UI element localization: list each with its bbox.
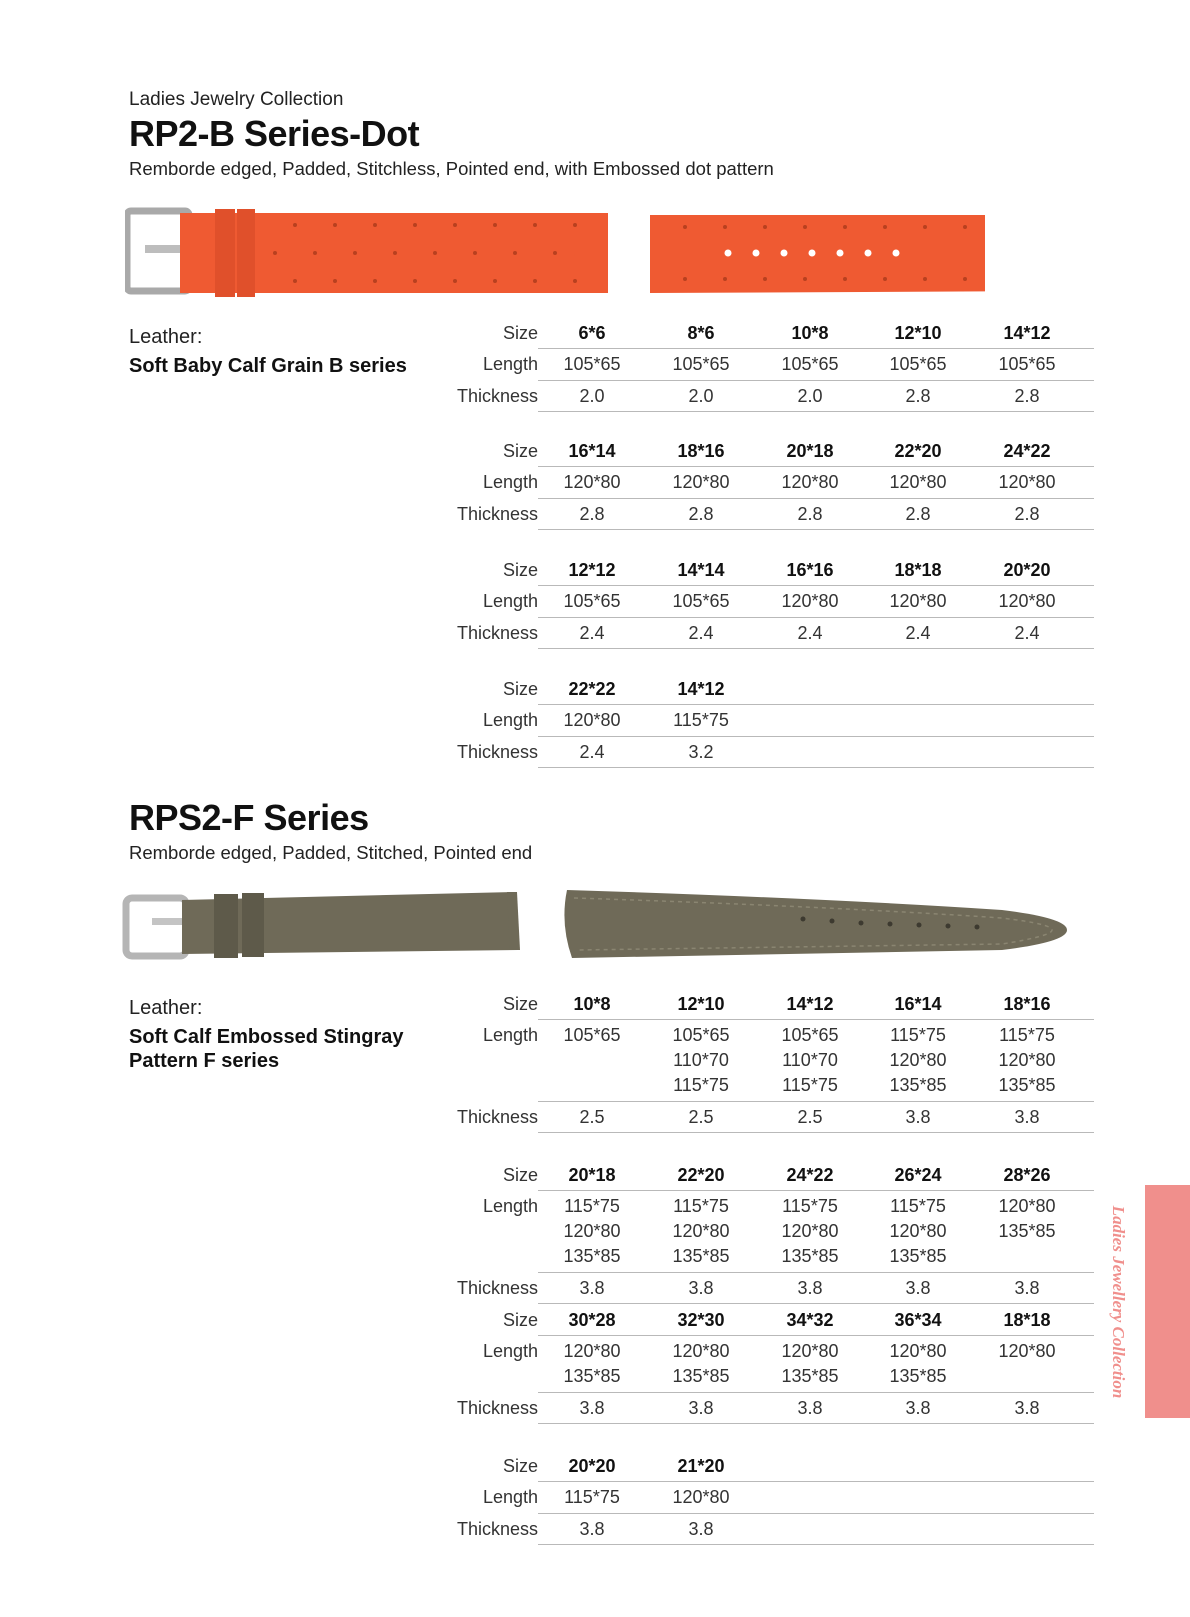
length-row-label: Length <box>482 1487 538 1507</box>
thickness-cell: 2.4 <box>905 623 931 643</box>
side-tab <box>1145 1185 1190 1418</box>
section1-leather-name: Soft Baby Calf Grain B series <box>129 355 407 377</box>
length-cell: 120*80 <box>889 472 947 492</box>
section2-leather-label: Leather: <box>129 997 203 1019</box>
length-cell: 115*75 <box>782 1196 838 1216</box>
size-cell: 14*14 <box>677 560 725 580</box>
size-cell: 34*32 <box>786 1310 834 1330</box>
length-cell: 135*85 <box>998 1075 1056 1095</box>
length-cell: 115*75 <box>564 1196 620 1216</box>
section1-strap-image <box>125 205 985 301</box>
size-cell: 14*12 <box>677 679 725 699</box>
thickness-row <box>440 381 1094 412</box>
length-cell: 105*65 <box>563 591 621 611</box>
length-cell: 110*70 <box>673 1050 729 1070</box>
size-cell: 36*34 <box>894 1310 942 1330</box>
size-cell: 12*12 <box>568 560 616 580</box>
length-cell: 120*80 <box>998 591 1056 611</box>
thickness-row-label: Thickness <box>456 504 538 524</box>
length-row <box>440 1191 1094 1273</box>
size-row <box>440 436 1094 467</box>
length-cell: 105*65 <box>781 1025 839 1045</box>
thickness-cell: 3.8 <box>688 1519 714 1539</box>
size-cell: 22*20 <box>677 1165 725 1185</box>
length-cell: 115*75 <box>890 1025 946 1045</box>
size-cell: 18*18 <box>1003 1310 1051 1330</box>
size-cell: 20*18 <box>568 1165 616 1185</box>
thickness-cell: 3.2 <box>688 742 714 762</box>
thickness-row <box>440 1393 1094 1424</box>
thickness-cell: 2.4 <box>1014 623 1040 643</box>
length-row-label: Length <box>482 354 538 374</box>
thickness-cell: 2.5 <box>688 1107 714 1127</box>
thickness-cell: 2.4 <box>688 623 714 643</box>
thickness-cell: 2.8 <box>905 504 931 524</box>
length-row <box>440 1336 1094 1393</box>
thickness-row <box>440 618 1094 649</box>
length-row-label: Length <box>482 591 538 611</box>
section2-strap-image <box>122 888 1067 968</box>
length-row <box>440 1020 1094 1102</box>
buckle-icon <box>126 898 186 956</box>
size-row-label: Size <box>502 441 538 461</box>
row-divider <box>538 767 1094 768</box>
thickness-cell: 2.0 <box>797 386 823 406</box>
size-row <box>440 1451 1094 1482</box>
size-cell: 22*20 <box>894 441 942 461</box>
length-cell: 115*75 <box>890 1196 946 1216</box>
size-cell: 20*20 <box>1003 560 1051 580</box>
size-cell: 16*16 <box>786 560 834 580</box>
length-cell: 115*75 <box>673 710 729 730</box>
length-cell: 120*80 <box>563 1221 621 1241</box>
length-cell: 115*75 <box>673 1196 729 1216</box>
length-cell: 115*75 <box>673 1075 729 1095</box>
size-row-label: Size <box>502 1165 538 1185</box>
size-cell: 18*18 <box>894 560 942 580</box>
length-row <box>440 1482 1094 1514</box>
length-cell: 105*65 <box>672 591 730 611</box>
size-table-group <box>440 555 1094 649</box>
section1-title: RP2-B Series-Dot <box>129 113 420 154</box>
thickness-cell: 3.8 <box>579 1398 605 1418</box>
thickness-row-label: Thickness <box>456 386 538 406</box>
section2-title: RPS2-F Series <box>129 797 369 838</box>
section1-description: Remborde edged, Padded, Stitchless, Pointed end, with Embossed dot pattern <box>129 158 774 179</box>
thickness-cell: 2.8 <box>688 504 714 524</box>
size-row-label: Size <box>502 560 538 580</box>
size-row-label: Size <box>502 1310 538 1330</box>
thickness-cell: 2.0 <box>579 386 605 406</box>
length-cell: 105*65 <box>781 354 839 374</box>
length-cell: 120*80 <box>998 472 1056 492</box>
thickness-cell: 3.8 <box>797 1398 823 1418</box>
size-row-label: Size <box>502 994 538 1014</box>
size-cell: 10*8 <box>791 323 829 343</box>
length-cell: 105*65 <box>889 354 947 374</box>
length-cell: 105*65 <box>672 354 730 374</box>
size-cell: 18*16 <box>1003 994 1051 1014</box>
thickness-cell: 2.5 <box>579 1107 605 1127</box>
length-cell: 135*85 <box>889 1075 947 1095</box>
thickness-cell: 3.8 <box>579 1278 605 1298</box>
length-cell: 120*80 <box>563 472 621 492</box>
size-table-group <box>440 674 1094 768</box>
thickness-cell: 3.8 <box>797 1278 823 1298</box>
length-row-label: Length <box>482 1196 538 1216</box>
length-cell: 110*70 <box>782 1050 838 1070</box>
length-row-label: Length <box>482 1025 538 1045</box>
thickness-row-label: Thickness <box>456 742 538 762</box>
size-row-label: Size <box>502 679 538 699</box>
thickness-row-label: Thickness <box>456 623 538 643</box>
length-row <box>440 705 1094 737</box>
size-cell: 16*14 <box>568 441 616 461</box>
row-divider <box>538 1303 1094 1304</box>
thickness-cell: 2.4 <box>579 742 605 762</box>
length-cell: 120*80 <box>889 591 947 611</box>
thickness-row-label: Thickness <box>456 1278 538 1298</box>
length-cell: 120*80 <box>781 472 839 492</box>
size-row <box>440 555 1094 586</box>
thickness-row-label: Thickness <box>456 1398 538 1418</box>
length-cell: 115*75 <box>564 1487 620 1507</box>
thickness-row <box>440 1273 1094 1304</box>
size-row <box>440 674 1094 705</box>
length-row <box>440 586 1094 618</box>
thickness-cell: 2.4 <box>797 623 823 643</box>
size-cell: 12*10 <box>894 323 942 343</box>
length-cell: 135*85 <box>672 1366 730 1386</box>
size-cell: 21*20 <box>677 1456 725 1476</box>
length-cell: 135*85 <box>563 1366 621 1386</box>
size-table-group <box>440 436 1094 530</box>
length-cell: 115*75 <box>782 1075 838 1095</box>
size-cell: 20*18 <box>786 441 834 461</box>
size-cell: 22*22 <box>568 679 616 699</box>
length-row-label: Length <box>482 1341 538 1361</box>
row-divider <box>538 648 1094 649</box>
row-divider <box>538 529 1094 530</box>
size-cell: 26*24 <box>894 1165 942 1185</box>
thickness-cell: 2.8 <box>1014 386 1040 406</box>
thickness-cell: 3.8 <box>688 1278 714 1298</box>
row-divider <box>538 1132 1094 1133</box>
size-cell: 28*26 <box>1003 1165 1051 1185</box>
size-table-group <box>440 989 1094 1133</box>
length-row-label: Length <box>482 710 538 730</box>
length-cell: 135*85 <box>889 1246 947 1266</box>
length-cell: 120*80 <box>889 1341 947 1361</box>
thickness-cell: 2.5 <box>797 1107 823 1127</box>
size-row <box>440 989 1094 1020</box>
thickness-cell: 2.8 <box>579 504 605 524</box>
size-cell: 12*10 <box>677 994 725 1014</box>
size-table-group <box>440 1305 1094 1424</box>
size-cell: 24*22 <box>1003 441 1051 461</box>
length-row <box>440 467 1094 499</box>
size-cell: 14*12 <box>1003 323 1051 343</box>
length-cell: 120*80 <box>563 1341 621 1361</box>
size-cell: 30*28 <box>568 1310 616 1330</box>
length-cell: 120*80 <box>998 1196 1056 1216</box>
length-cell: 135*85 <box>563 1246 621 1266</box>
section2-leather-name: Soft Calf Embossed Stingray Pattern F series <box>129 1026 404 1072</box>
length-cell: 120*80 <box>672 1221 730 1241</box>
length-cell: 115*75 <box>999 1025 1055 1045</box>
section2-description: Remborde edged, Padded, Stitched, Pointed end <box>129 842 533 863</box>
size-cell: 20*20 <box>568 1456 616 1476</box>
length-cell: 120*80 <box>672 472 730 492</box>
length-cell: 135*85 <box>889 1366 947 1386</box>
thickness-cell: 3.8 <box>579 1519 605 1539</box>
size-cell: 6*6 <box>578 323 606 343</box>
length-cell: 105*65 <box>998 354 1056 374</box>
size-row-label: Size <box>502 1456 538 1476</box>
size-cell: 18*16 <box>677 441 725 461</box>
thickness-cell: 3.8 <box>905 1398 931 1418</box>
thickness-row <box>440 1514 1094 1545</box>
size-cell: 10*8 <box>573 994 611 1014</box>
size-cell: 24*22 <box>786 1165 834 1185</box>
length-cell: 120*80 <box>781 1221 839 1241</box>
size-row-label: Size <box>502 323 538 343</box>
thickness-cell: 3.8 <box>688 1398 714 1418</box>
size-row <box>440 1160 1094 1191</box>
row-divider <box>538 1423 1094 1424</box>
length-cell: 120*80 <box>889 1050 947 1070</box>
row-divider <box>538 411 1094 412</box>
size-row <box>440 318 1094 349</box>
size-table-group <box>440 318 1094 412</box>
size-cell: 32*30 <box>677 1310 725 1330</box>
thickness-cell: 2.8 <box>797 504 823 524</box>
length-cell: 105*65 <box>563 354 621 374</box>
thickness-cell: 3.8 <box>1014 1278 1040 1298</box>
size-table-group <box>440 1451 1094 1545</box>
length-cell: 135*85 <box>781 1366 839 1386</box>
thickness-cell: 2.4 <box>579 623 605 643</box>
thickness-row <box>440 1102 1094 1133</box>
thickness-cell: 3.8 <box>905 1278 931 1298</box>
thickness-cell: 2.8 <box>905 386 931 406</box>
thickness-cell: 2.0 <box>688 386 714 406</box>
thickness-cell: 3.8 <box>1014 1107 1040 1127</box>
length-cell: 120*80 <box>998 1341 1056 1361</box>
section1-leather-label: Leather: <box>129 326 203 348</box>
thickness-cell: 3.8 <box>1014 1398 1040 1418</box>
thickness-cell: 2.8 <box>1014 504 1040 524</box>
length-cell: 105*65 <box>563 1025 621 1045</box>
length-cell: 105*65 <box>672 1025 730 1045</box>
row-divider <box>538 1544 1094 1545</box>
length-row <box>440 349 1094 381</box>
thickness-cell: 3.8 <box>905 1107 931 1127</box>
size-row <box>440 1305 1094 1336</box>
length-cell: 135*85 <box>998 1221 1056 1241</box>
length-cell: 120*80 <box>563 710 621 730</box>
length-cell: 135*85 <box>672 1246 730 1266</box>
side-tab-label: Ladies Jewellery Collection <box>1109 1205 1128 1398</box>
length-cell: 120*80 <box>889 1221 947 1241</box>
size-table-group <box>440 1160 1094 1304</box>
thickness-row <box>440 737 1094 768</box>
length-cell: 120*80 <box>998 1050 1056 1070</box>
thickness-row <box>440 499 1094 530</box>
thickness-row-label: Thickness <box>456 1107 538 1127</box>
thickness-row-label: Thickness <box>456 1519 538 1539</box>
length-cell: 120*80 <box>781 591 839 611</box>
size-cell: 14*12 <box>786 994 834 1014</box>
length-cell: 120*80 <box>672 1341 730 1361</box>
collection-heading: Ladies Jewelry Collection <box>129 89 344 110</box>
length-cell: 120*80 <box>781 1341 839 1361</box>
size-cell: 8*6 <box>687 323 715 343</box>
length-row-label: Length <box>482 472 538 492</box>
length-cell: 120*80 <box>672 1487 730 1507</box>
length-cell: 135*85 <box>781 1246 839 1266</box>
size-cell: 16*14 <box>894 994 942 1014</box>
